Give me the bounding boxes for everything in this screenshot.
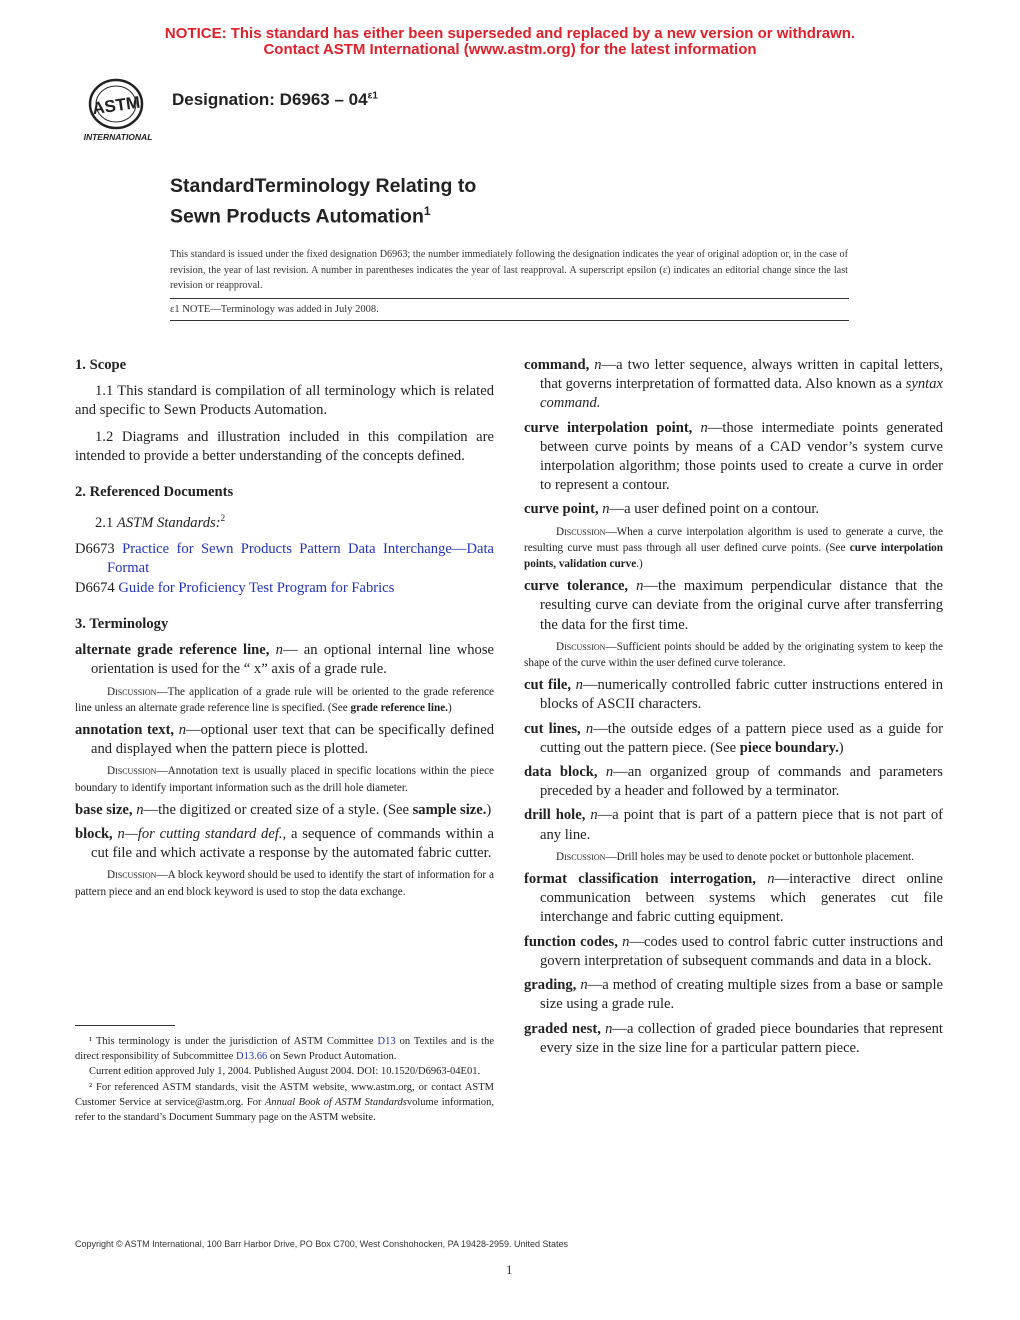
- fn-text: ² For referenced ASTM standards, visit the ASTM website, www.astm.org, or contact ASTM Customer Service at service@astm.org. For: [75, 1081, 494, 1108]
- term-pos: n: [580, 977, 588, 994]
- term-def: —interactive direct online communication between systems which generates cut file interchange and fabric cutting equipment.: [540, 871, 943, 926]
- disc-end: .): [636, 558, 643, 571]
- term-pos: n: [178, 721, 187, 738]
- term-curve-interpolation-point: [524, 419, 943, 496]
- divider-top: [170, 298, 849, 299]
- committee-d13-link[interactable]: D13: [377, 1036, 396, 1047]
- disc-label: Discussion: [107, 869, 157, 882]
- footnote-rule: [75, 1025, 175, 1026]
- designation-sup: ε1: [367, 90, 378, 102]
- term-pos: n: [605, 764, 614, 781]
- term-format-classification-interrogation: [524, 870, 943, 928]
- discussion: [524, 639, 943, 671]
- reference-link-d6674[interactable]: Guide for Proficiency Test Program for Fabrics: [118, 579, 395, 596]
- disc-text: —When a curve interpolation algorithm is used to generate a curve, the resulting curve must pass through all user defined curve points. (See: [524, 525, 943, 554]
- term-label: annotation text,: [75, 721, 175, 738]
- terminology-heading: 3. Terminology: [75, 615, 169, 632]
- reference-d6674: [75, 579, 494, 598]
- term-def: —the maximum perpendicular distance that the resulting curve can deviate from the original curve after transferring the data for the first time.: [540, 578, 943, 633]
- term-label: alternate grade reference line,: [75, 642, 270, 659]
- disc-label: Discussion: [107, 685, 157, 698]
- term-pos: n: [622, 933, 630, 950]
- discussion: [75, 763, 494, 795]
- fn-italic: Annual Book of ASTM Standards: [264, 1096, 407, 1108]
- term-label: format classification interrogation,: [524, 871, 756, 888]
- page-title: [170, 174, 476, 230]
- term-drill-hole: [524, 806, 943, 844]
- term-label: cut file,: [524, 677, 572, 694]
- term-pos: n: [602, 501, 610, 518]
- scope-1-1: 1.1 This standard is compilation of all terminology which is related and specific to Sewn Products Automation.: [75, 383, 494, 419]
- term-label: curve interpolation point,: [524, 419, 693, 436]
- term-def: —the outside edges of a pattern piece used as a guide for cutting out the pattern piece. (See: [540, 720, 943, 756]
- term-label: grading,: [524, 977, 577, 994]
- term-label: cut lines,: [524, 720, 581, 737]
- term-def-end: ): [486, 801, 492, 818]
- fn-text: ¹ This terminology is under the jurisdiction of ASTM Committee: [89, 1036, 374, 1047]
- term-def: —a point that is part of a pattern piece that is not part of any line.: [540, 807, 944, 843]
- term-label: curve point,: [524, 501, 599, 518]
- term-pos: n—for cutting standard def.,: [117, 825, 287, 842]
- divider-bottom: [170, 320, 849, 321]
- withdrawal-notice: [0, 26, 1020, 58]
- discussion: [75, 684, 494, 716]
- disc-text: —Sufficient points should be added by the originating system to keep the shape of the curve within the user defined curve tolerance.: [524, 640, 943, 670]
- footnotes: [75, 1034, 494, 1125]
- term-pos: n: [136, 801, 144, 818]
- designation: [172, 90, 378, 110]
- disc-end: ): [447, 701, 452, 714]
- notice-line-2: Contact ASTM International (www.astm.org) for the latest information: [263, 41, 757, 58]
- term-label: function codes,: [524, 933, 618, 950]
- sub-num: 2.1: [95, 515, 114, 532]
- term-pos: n: [605, 1020, 613, 1037]
- term-pos: n: [594, 357, 602, 373]
- sub-sup: 2: [220, 513, 226, 524]
- ref-code: D6674: [75, 579, 115, 596]
- astm-logo: [72, 78, 162, 144]
- term-def: —an organized group of commands and parameters preceded by a header and followed by a terminator.: [540, 764, 943, 800]
- term-cut-file: [524, 676, 943, 714]
- disc-text: —The application of a grade rule will be oriented to the grade reference line unless an alternate grade reference line is specified. (See: [75, 685, 494, 714]
- editorial-note: ε1 NOTE—Terminology was added in July 2008.: [170, 304, 379, 315]
- left-column: [75, 356, 494, 905]
- term-def: —a collection of graded piece boundaries that represent every size in the size line for a particular pattern piece.: [540, 1020, 943, 1056]
- term-label: block,: [75, 825, 113, 842]
- title-line-2: Sewn Products Automation: [170, 205, 424, 228]
- term-alternate-grade-reference-line: [75, 641, 494, 679]
- term-label: command,: [524, 357, 590, 373]
- term-label: data block,: [524, 764, 598, 781]
- term-def-italic: syntax command.: [540, 376, 943, 412]
- disc-text: —A block keyword should be used to identify the start of information for a pattern piece and an end block keyword is used to stop the data exchange.: [75, 869, 494, 898]
- term-function-codes: [524, 933, 943, 971]
- fn-text: on Sewn Product Automation.: [269, 1051, 397, 1063]
- term-def: —the digitized or created size of a style. (See: [143, 801, 409, 818]
- term-pos: n: [590, 807, 598, 824]
- term-curve-tolerance: [524, 577, 943, 635]
- term-def: — an optional internal line whose orientation is used for the “ x” axis of a grade rule.: [91, 642, 495, 678]
- term-label: graded nest,: [524, 1020, 601, 1037]
- scope-1-2: 1.2 Diagrams and illustration included in this compilation are intended to provide a better understanding of the concepts defined.: [75, 428, 494, 464]
- sub-label: ASTM Standards:: [116, 515, 221, 532]
- term-block: [75, 825, 494, 863]
- footnote-1-edition: Current edition approved July 1, 2004. Published August 2004. DOI: 10.1520/D6963-04E01.: [89, 1066, 481, 1078]
- term-command: [524, 356, 943, 414]
- term-label: base size,: [75, 801, 133, 818]
- title-footnote-ref: 1: [423, 204, 431, 218]
- term-def-bold: sample size.: [412, 801, 487, 818]
- title-line-1: StandardTerminology Relating to: [170, 175, 477, 197]
- term-graded-nest: [524, 1020, 943, 1058]
- reference-link-d6673[interactable]: Practice for Sewn Products Pattern Data Interchange—Data Format: [107, 541, 494, 577]
- term-def: —a method of creating multiple sizes from a base or sample size using a grade rule.: [540, 977, 943, 1013]
- notice-line-1: NOTICE: This standard has either been superseded and replaced by a new version or withdrawn.: [164, 25, 856, 42]
- term-pos: n: [636, 578, 644, 595]
- fn-text: volume information, refer to the standard’s Document Summary page on the ASTM website.: [75, 1096, 494, 1124]
- disc-bold: grade reference line.: [350, 701, 448, 714]
- logo-subtext: INTERNATIONAL: [83, 132, 153, 142]
- ref-code: D6673: [75, 541, 115, 558]
- disc-bold: curve interpolation points, validation curve: [524, 541, 944, 571]
- term-cut-lines: [524, 720, 943, 758]
- logo-text: ASTM: [91, 92, 142, 119]
- term-def: —optional user text that can be specifically defined and displayed when the pattern piece is plotted.: [91, 721, 494, 758]
- disc-label: Discussion: [556, 850, 606, 863]
- subcommittee-d13-66-link[interactable]: D13.66: [235, 1051, 268, 1063]
- term-annotation-text: [75, 721, 494, 759]
- footnote-1: [75, 1034, 494, 1064]
- term-def: —a user defined point on a contour.: [609, 501, 820, 518]
- term-def: —numerically controlled fabric cutter instructions entered in blocks of ASCII characters.: [540, 677, 943, 713]
- term-def-end: ): [838, 739, 844, 756]
- page-number: 1: [506, 1262, 513, 1277]
- scope-heading: 1. Scope: [75, 357, 127, 373]
- discussion: [75, 867, 494, 899]
- term-def: a sequence of commands within a cut file and which activate a response by the automated fabric cutter.: [91, 825, 494, 862]
- right-column: [524, 356, 943, 1063]
- designation-text: Designation: D6963 – 04: [172, 90, 368, 109]
- term-def: —a two letter sequence, always written in capital letters, that governs interpretation of formatted data. Also known as a: [540, 357, 943, 393]
- term-base-size: [75, 801, 494, 820]
- term-pos: n: [767, 871, 775, 888]
- footnote-2: [75, 1080, 494, 1126]
- term-label: curve tolerance,: [524, 578, 629, 595]
- intro-paragraph: This standard is issued under the fixed designation D6963; the number immediately following the designation indicates the year of original adoption or, in the case of revision, the year of last revision. A number in parentheses indicates the year of last reapproval. A superscript epsilon (ε) indicates an editorial change since the last revision or reapproval.: [170, 249, 848, 291]
- term-pos: n: [585, 720, 594, 737]
- astm-standards-line: [75, 509, 494, 533]
- term-curve-point: [524, 500, 943, 519]
- disc-label: Discussion: [107, 765, 157, 778]
- copyright: Copyright © ASTM International, 100 Barr Harbor Drive, PO Box C700, West Conshohocken, PA 19428-2959. United States: [75, 1239, 569, 1249]
- discussion: [524, 849, 943, 865]
- term-def: —codes used to control fabric cutter instructions and govern interpretation of subsequent commands and data in a block.: [540, 933, 943, 969]
- disc-label: Discussion: [556, 640, 606, 653]
- term-data-block: [524, 763, 943, 801]
- term-label: drill hole,: [524, 807, 586, 824]
- disc-text: —Drill holes may be used to denote pocket or buttonhole placement.: [605, 850, 914, 863]
- term-pos: n: [275, 642, 283, 659]
- term-def-bold: piece boundary.: [739, 739, 839, 756]
- term-grading: [524, 976, 943, 1014]
- discussion: [524, 524, 943, 573]
- fn-text: on Textiles and is the direct responsibility of Subcommittee: [75, 1036, 494, 1063]
- disc-text: —Annotation text is usually placed in specific locations within the piece boundary to identify important information such as the drill hole diameter.: [75, 765, 494, 794]
- reference-d6673: [75, 540, 494, 578]
- term-pos: n: [700, 419, 708, 436]
- term-def: —those intermediate points generated between curve points by means of a CAD vendor’s system curve interpolation algorithm; those points used to create a curve in order to represent a contour.: [540, 419, 943, 494]
- referenced-heading: 2. Referenced Documents: [75, 484, 234, 501]
- disc-label: Discussion: [556, 525, 606, 538]
- term-pos: n: [575, 677, 583, 694]
